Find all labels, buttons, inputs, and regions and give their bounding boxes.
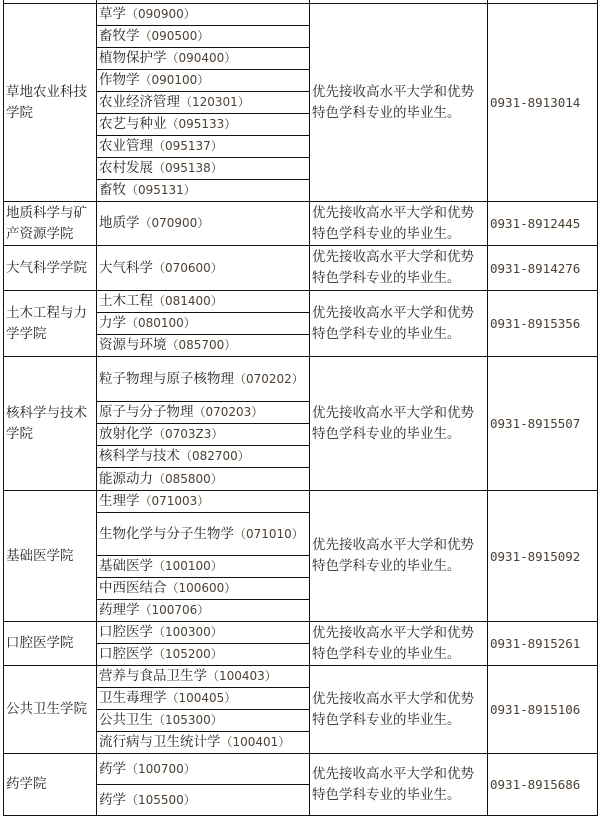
- admission-note: 优先接收高水平大学和优势特色学科专业的毕业生。: [310, 202, 488, 246]
- major-cell: [97, 246, 310, 291]
- major-cell: [97, 335, 310, 357]
- major-cell: [97, 710, 310, 732]
- table-row: [4, 622, 598, 644]
- major-cell: [97, 644, 310, 666]
- major-code: （090400）: [166, 51, 237, 65]
- major-code: （071003）: [139, 494, 210, 508]
- major-name: 药理学: [99, 602, 140, 618]
- major-code: （080100）: [126, 316, 196, 330]
- major-name: 能源动力: [99, 470, 153, 487]
- major-code: （100401）: [220, 735, 291, 749]
- major-code: （105300）: [153, 713, 223, 727]
- major-code: （070900）: [139, 216, 210, 230]
- major-cell: [97, 48, 310, 70]
- major-cell: [97, 114, 310, 136]
- table-body: [4, 0, 598, 816]
- major-cell: [97, 136, 310, 158]
- college-name: 大气科学学院: [4, 246, 97, 291]
- table-row: [4, 246, 598, 291]
- major-name: 地质学: [99, 215, 140, 231]
- admission-note: 优先接收高水平大学和优势特色学科专业的毕业生。: [310, 754, 488, 816]
- major-name: 核科学与技术: [99, 448, 180, 464]
- major-name: 农村发展: [99, 160, 153, 176]
- major-name: 药学: [99, 760, 126, 777]
- college-name: 地质科学与矿产资源学院: [4, 202, 97, 246]
- major-name: 生理学: [99, 493, 140, 509]
- major-name: 草学: [99, 6, 126, 22]
- admission-note: 优先接收高水平大学和优势特色学科专业的毕业生。: [310, 622, 488, 666]
- table-row: [4, 4, 598, 26]
- major-name: 生物化学与分子生物学: [99, 525, 234, 542]
- contact-phone: 0931-8913014: [488, 4, 598, 202]
- table-row: [4, 202, 598, 246]
- major-cell: [97, 578, 310, 600]
- table-row: [4, 754, 598, 785]
- major-cell: [97, 70, 310, 92]
- contact-phone: 0931-8915092: [488, 491, 598, 622]
- major-cell: [97, 600, 310, 622]
- major-code: （105500）: [126, 792, 196, 807]
- major-cell: [97, 180, 310, 202]
- contact-phone: 0931-8915261: [488, 622, 598, 666]
- admission-note: 优先接收高水平大学和优势特色学科专业的毕业生。: [310, 4, 488, 202]
- table-row: [4, 491, 598, 513]
- major-cell: [97, 313, 310, 335]
- major-code: （100300）: [153, 625, 223, 639]
- major-cell: [97, 158, 310, 180]
- college-name: 基础医学院: [4, 491, 97, 622]
- major-name: 营养与食品卫生学: [99, 668, 207, 684]
- admission-note: 优先接收高水平大学和优势特色学科专业的毕业生。: [310, 491, 488, 622]
- major-cell: [97, 4, 310, 26]
- major-code: （100403）: [207, 669, 277, 683]
- contact-phone: 0931-8912445: [488, 202, 598, 246]
- major-code: （095133）: [166, 117, 237, 131]
- major-cell: [97, 666, 310, 688]
- major-cell: [97, 491, 310, 513]
- major-cell: [97, 446, 310, 468]
- major-name: 农业管理: [99, 138, 153, 154]
- major-cell: [97, 622, 310, 644]
- major-code: （095138）: [153, 161, 223, 175]
- major-name: 中西医结合: [99, 580, 167, 596]
- major-name: 畜牧学: [99, 28, 140, 44]
- major-name: 畜牧: [99, 182, 126, 198]
- major-cell: [97, 357, 310, 402]
- admission-note: 优先接收高水平大学和优势特色学科专业的毕业生。: [310, 357, 488, 491]
- major-cell: [97, 92, 310, 114]
- major-code: （100700）: [126, 761, 196, 776]
- major-code: （085800）: [153, 471, 223, 486]
- college-name: 核科学与技术学院: [4, 357, 97, 491]
- major-code: （120301）: [180, 95, 250, 109]
- major-name: 流行病与卫生统计学: [99, 734, 221, 750]
- college-contact-table: [3, 0, 598, 816]
- major-name: 原子与分子物理: [99, 404, 194, 420]
- contact-phone: 0931-8914276: [488, 246, 598, 291]
- major-code: （071010）: [234, 526, 304, 541]
- major-name: 药学: [99, 791, 126, 808]
- major-code: （105200）: [153, 647, 223, 661]
- admission-note: 优先接收高水平大学和优势特色学科专业的毕业生。: [310, 666, 488, 754]
- major-name: 放射化学: [99, 426, 153, 442]
- major-code: （070202）: [234, 371, 304, 386]
- major-code: （100706）: [139, 603, 210, 617]
- major-cell: [97, 402, 310, 424]
- major-name: 土木工程: [99, 293, 153, 309]
- contact-phone: 0931-8915106: [488, 666, 598, 754]
- major-code: （070600）: [153, 260, 223, 275]
- table-row: [4, 666, 598, 688]
- major-cell: [97, 424, 310, 446]
- contact-phone: 0931-8915686: [488, 754, 598, 816]
- major-name: 基础医学: [99, 558, 153, 574]
- major-name: 粒子物理与原子核物理: [99, 370, 234, 387]
- contact-phone: 0931-8915356: [488, 291, 598, 357]
- major-code: （095131）: [126, 183, 196, 197]
- major-name: 力学: [99, 315, 126, 331]
- major-cell: [97, 202, 310, 246]
- table-row: [4, 291, 598, 313]
- major-name: 农艺与种业: [99, 116, 167, 132]
- major-name: 口腔医学: [99, 646, 153, 662]
- college-name: 土木工程与力学学院: [4, 291, 97, 357]
- major-cell: [97, 26, 310, 48]
- major-name: 植物保护学: [99, 50, 167, 66]
- major-code: （070203）: [193, 405, 264, 419]
- admission-note: 优先接收高水平大学和优势特色学科专业的毕业生。: [310, 291, 488, 357]
- admission-note: 优先接收高水平大学和优势特色学科专业的毕业生。: [310, 246, 488, 291]
- college-name: 药学院: [4, 754, 97, 816]
- major-cell: [97, 291, 310, 313]
- major-name: 口腔医学: [99, 624, 153, 640]
- major-name: 公共卫生: [99, 712, 153, 728]
- major-name: 大气科学: [99, 259, 153, 276]
- major-code: （081400）: [153, 294, 223, 308]
- major-name: 作物学: [99, 72, 140, 88]
- college-name: 草地农业科技学院: [4, 4, 97, 202]
- major-code: （100600）: [166, 581, 237, 595]
- major-cell: [97, 513, 310, 556]
- contact-phone: 0931-8915507: [488, 357, 598, 491]
- college-name: 口腔医学院: [4, 622, 97, 666]
- major-code: （082700）: [180, 449, 250, 463]
- major-code: （095137）: [153, 139, 223, 153]
- major-cell: [97, 785, 310, 816]
- college-name: 公共卫生学院: [4, 666, 97, 754]
- major-name: 卫生毒理学: [99, 690, 167, 706]
- major-code: （100405）: [166, 691, 237, 705]
- major-cell: [97, 732, 310, 754]
- major-cell: [97, 468, 310, 491]
- major-code: （100100）: [153, 559, 223, 573]
- major-code: （090900）: [126, 7, 196, 21]
- major-name: 农业经济管理: [99, 94, 180, 110]
- major-cell: [97, 688, 310, 710]
- major-code: （0703Z3）: [153, 427, 224, 441]
- major-code: （090500）: [139, 29, 210, 43]
- major-cell: [97, 556, 310, 578]
- major-code: （085700）: [166, 338, 237, 352]
- major-name: 资源与环境: [99, 337, 167, 353]
- table-row: [4, 357, 598, 402]
- major-code: （090100）: [139, 73, 210, 87]
- major-cell: [97, 754, 310, 785]
